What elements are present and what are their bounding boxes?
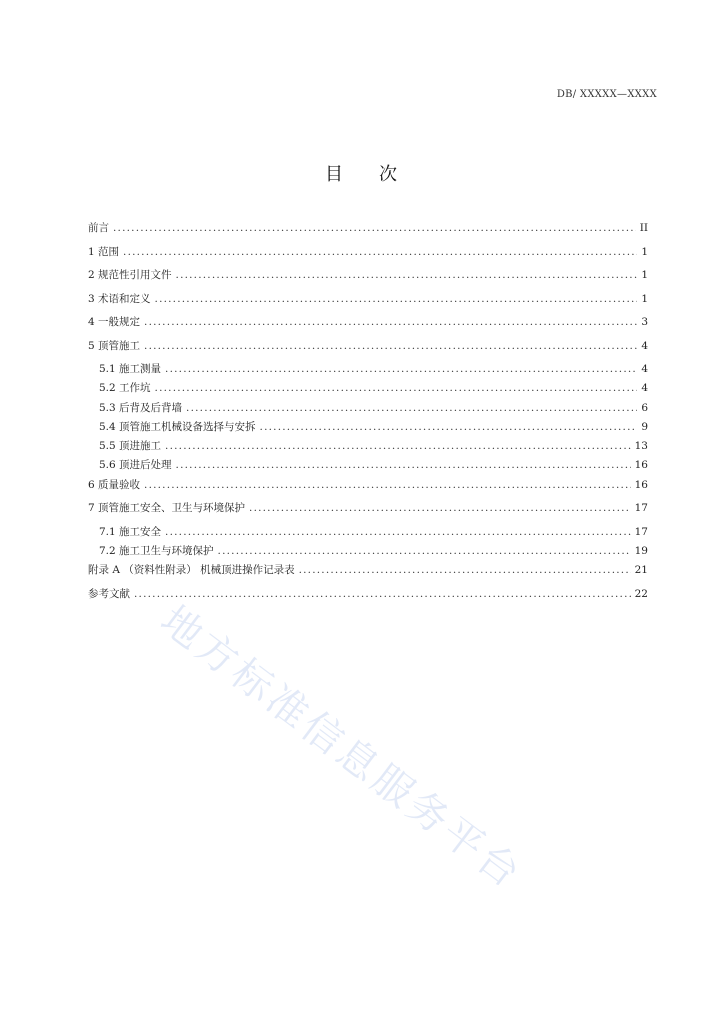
toc-entry-page: 3	[641, 316, 648, 328]
toc-entry-label: 6 质量验收	[88, 478, 141, 491]
toc-entry[interactable]	[88, 220, 648, 244]
toc-leader-dots	[144, 340, 637, 352]
toc-entry-page: 4	[641, 363, 648, 375]
toc-entry-label: 7.1 施工安全	[99, 525, 162, 538]
toc-entry[interactable]	[88, 400, 648, 419]
toc-entry-page: 17	[634, 502, 648, 515]
toc-leader-dots	[249, 502, 631, 514]
doc-code: DB/ XXXXX—XXXX	[556, 89, 657, 100]
toc-leader-dots	[165, 363, 637, 375]
toc-entry-label: 7.2 施工卫生与环境保护	[99, 545, 214, 558]
toc-entry[interactable]	[88, 244, 648, 268]
toc-entry[interactable]	[88, 543, 648, 562]
toc-entry-label: 1 范围	[88, 245, 120, 258]
toc-entry[interactable]	[88, 338, 648, 362]
toc-entry-label: 附录 A （资料性附录） 机械顶进操作记录表	[88, 564, 295, 577]
toc-entry-label: 7 顶管施工安全、卫生与环境保护	[88, 502, 246, 515]
toc-leader-dots	[134, 588, 631, 600]
toc-entry[interactable]	[88, 586, 648, 610]
toc-entry[interactable]	[88, 361, 648, 380]
toc-entry-page: 4	[641, 339, 648, 352]
toc-leader-dots	[260, 421, 638, 433]
toc-entry[interactable]	[88, 477, 648, 501]
toc-leader-dots	[155, 293, 638, 305]
toc-leader-dots	[123, 246, 637, 258]
toc-entry[interactable]	[88, 314, 648, 338]
toc-entry[interactable]	[88, 500, 648, 524]
toc-leader-dots	[165, 440, 631, 452]
title-char-2: 次	[379, 164, 399, 185]
toc-entry-label: 2 规范性引用文件	[88, 269, 172, 281]
toc-leader-dots	[176, 269, 638, 281]
toc-entry-page: 4	[641, 382, 648, 395]
toc-entry-page: 19	[634, 545, 648, 558]
toc-entry-page: 1	[641, 269, 648, 281]
toc-entry[interactable]	[88, 562, 648, 586]
toc-entry-page: 1	[641, 292, 648, 305]
toc-leader-dots	[155, 382, 638, 394]
toc-entry-page: 16	[634, 478, 648, 491]
toc-entry-page: 16	[634, 459, 648, 472]
toc-entry-page: 9	[641, 420, 648, 433]
toc-entry[interactable]	[88, 291, 648, 315]
toc-entry-page: 21	[634, 564, 648, 577]
toc-entry[interactable]	[88, 438, 648, 457]
toc-leader-dots	[165, 526, 631, 538]
toc-entry[interactable]	[88, 419, 648, 438]
toc-entry-page: 1	[641, 245, 648, 258]
toc-entry-label: 3 术语和定义	[88, 292, 151, 305]
toc-entry-label: 5.4 顶管施工机械设备选择与安拆	[99, 420, 256, 433]
toc-leader-dots	[186, 402, 637, 414]
toc-leader-dots	[144, 479, 631, 491]
toc-entry-label: 5.6 顶进后处理	[99, 459, 172, 472]
toc-entry[interactable]	[88, 524, 648, 543]
toc-entry-page: 6	[641, 401, 648, 414]
toc-entry-label: 4 一般规定	[88, 316, 141, 328]
toc-entry-page: 17	[634, 525, 648, 538]
toc-entry-label: 5.3 后背及后背墙	[99, 401, 183, 414]
toc-entry-label: 前言	[88, 222, 109, 234]
toc-entry-label: 5.5 顶进施工	[99, 440, 162, 453]
toc-entry-label: 5 顶管施工	[88, 339, 141, 352]
toc-entry-page: 22	[634, 587, 648, 600]
toc-leader-dots	[113, 222, 636, 234]
toc-entry-page: II	[639, 222, 648, 234]
toc-leader-dots	[218, 545, 631, 557]
toc-entry[interactable]	[88, 267, 648, 291]
toc-entry-label: 5.1 施工测量	[99, 363, 162, 375]
page-title	[0, 160, 724, 186]
toc-leader-dots	[144, 316, 637, 328]
toc-entry[interactable]	[88, 457, 648, 476]
toc-entry-page: 13	[634, 440, 648, 453]
toc-leader-dots	[299, 564, 631, 576]
toc-entry[interactable]	[88, 380, 648, 399]
title-char-1: 目	[325, 164, 345, 185]
watermark: 地方标准信息服务平台	[151, 597, 531, 899]
table-of-contents	[88, 220, 648, 609]
toc-leader-dots	[176, 459, 631, 471]
toc-entry-label: 参考文献	[88, 587, 130, 600]
toc-entry-label: 5.2 工作坑	[99, 382, 151, 395]
